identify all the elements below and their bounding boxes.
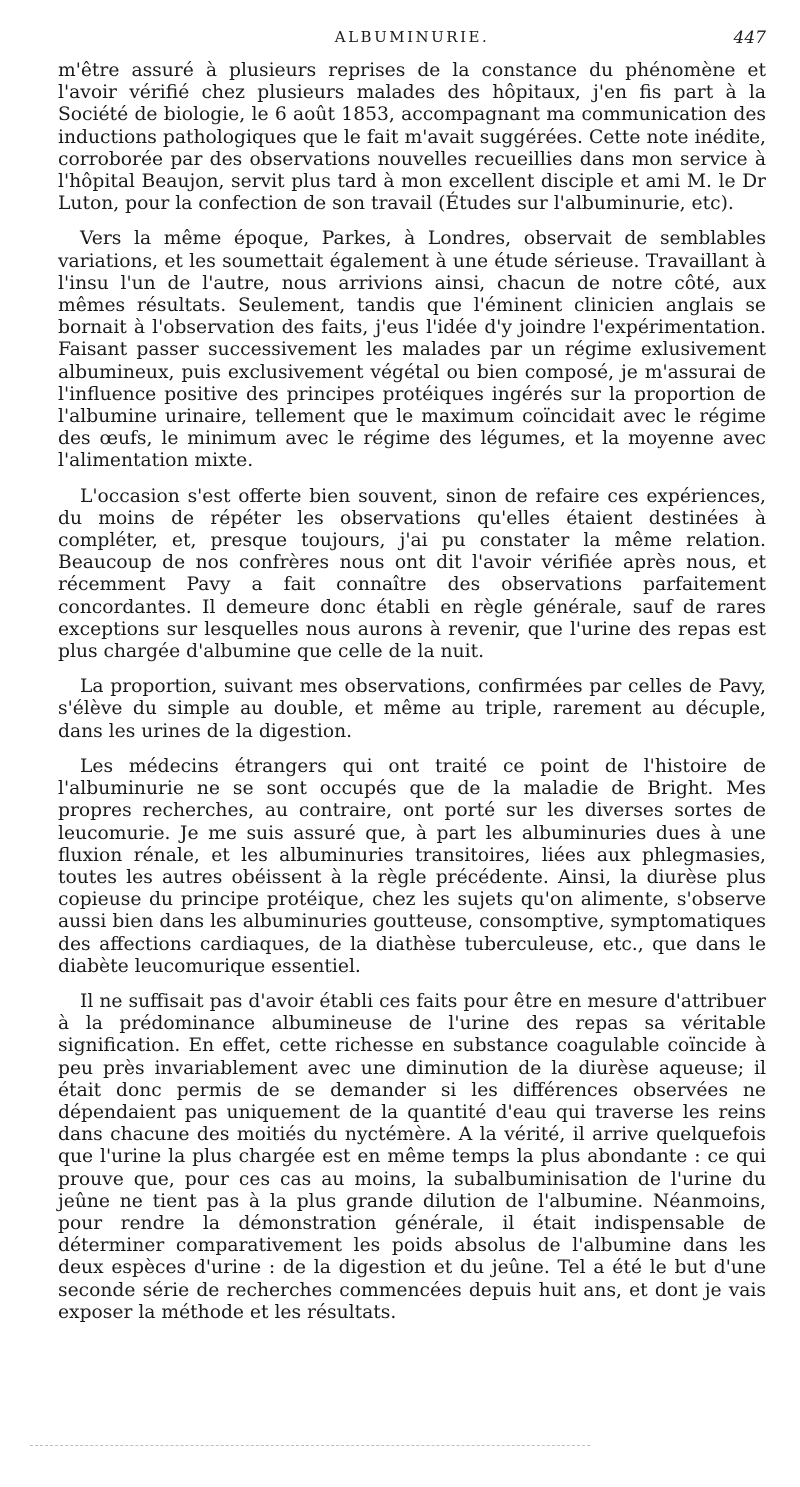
body-text [58, 60, 766, 1337]
paragraph-3: L'occasion s'est offerte bien souvent, sinon de refaire ces expériences, du moins de répéter les observations qu'elles étaient destinées à compléter, et, presque toujours, j'ai pu constater la même relation. Beaucoup de nos confrères nous ont dit l'avoir vérifiée après nous, et récemment Pavy a fait connaître des observations parfaitement concordantes. Il demeure donc établi en règle générale, sauf de rares exceptions sur lesquelles nous aurons à revenir, que l'urine des repas est plus chargée d'albumine que celle de la nuit. [58, 485, 766, 663]
paragraph-4: La proportion, suivant mes observations, confirmées par celles de Pavy, s'élève du simple au double, et même au triple, rarement au décuple, dans les urines de la digestion. [58, 676, 766, 742]
paragraph-1: m'être assuré à plusieurs reprises de la constance du phénomène et l'avoir vérifié chez plusieurs malades des hôpitaux, j'en fis part à la Société de biologie, le 6 août 1853, accompagnant ma communication des inductions pathologiques que le fait m'avait suggérées. Cette note inédite, corroborée par des observations nouvelles recueillies dans mon service à l'hôpital Beaujon, servit plus tard à mon excellent disciple et ami M. le Dr Luton, pour la confection de son travail (Études sur l'albuminurie, etc). [58, 60, 766, 215]
running-title: ALBUMINURIE. [334, 28, 490, 46]
paragraph-6: Il ne suffisait pas d'avoir établi ces faits pour être en mesure d'attribuer à la prédominance albumineuse de l'urine des repas sa véritable signification. En effet, cette richesse en substance coagulable coïncide à peu près invariablement avec une diminution de la diurèse aqueuse; il était donc permis de se demander si les différences observées ne dépendaient pas uniquement de la quantité d'eau qui traverse les reins dans chacune des moitiés du nyctémère. A la vérité, il arrive quelquefois que l'urine la plus chargée est en même temps la plus abondante : ce qui prouve que, pour ces cas au moins, la subalbuminisation de l'urine du jeûne ne tient pas à la plus grande dilution de l'albumine. Néanmoins, pour rendre la démonstration générale, il était indispensable de déterminer comparativement les poids absolus de l'albumine dans les deux espèces d'urine : de la digestion et du jeûne. Tel a été le but d'une seconde série de recherches commencées depuis huit ans, et dont je vais exposer la méthode et les résultats. [58, 990, 766, 1323]
running-head [58, 28, 766, 50]
footer-rule [30, 1445, 590, 1446]
page-number: 447 [733, 28, 766, 48]
paragraph-5: Les médecins étrangers qui ont traité ce point de l'histoire de l'albuminurie ne se sont occupés que de la maladie de Bright. Mes propres recherches, au contraire, ont porté sur les diverses sortes de leucomurie. Je me suis assuré que, à part les albuminuries dues à une fluxion rénale, et les albuminuries transitoires, liées aux phlegmasies, toutes les autres obéissent à la règle précédente. Ainsi, la diurèse plus copieuse du principe protéique, chez les sujets qu'on alimente, s'observe aussi bien dans les albuminuries goutteuse, consomptive, symptomatiques des affections cardiaques, de la diathèse tuberculeuse, etc., que dans le diabète leucomurique essentiel. [58, 755, 766, 977]
paragraph-2: Vers la même époque, Parkes, à Londres, observait de semblables variations, et les soumettait également à une étude sérieuse. Travaillant à l'insu l'un de l'autre, nous arrivions ainsi, chacun de notre côté, aux mêmes résultats. Seulement, tandis que l'éminent clinicien anglais se bornait à l'observation des faits, j'eus l'idée d'y joindre l'expérimentation. Faisant passer successivement les malades par un régime exlusivement albumineux, puis exclusivement végétal ou bien composé, je m'assurai de l'influence positive des principes protéiques ingérés sur la proportion de l'albumine urinaire, tellement que le maximum coïncidait avec le régime des œufs, le minimum avec le régime des légumes, et la moyenne avec l'alimentation mixte. [58, 228, 766, 472]
